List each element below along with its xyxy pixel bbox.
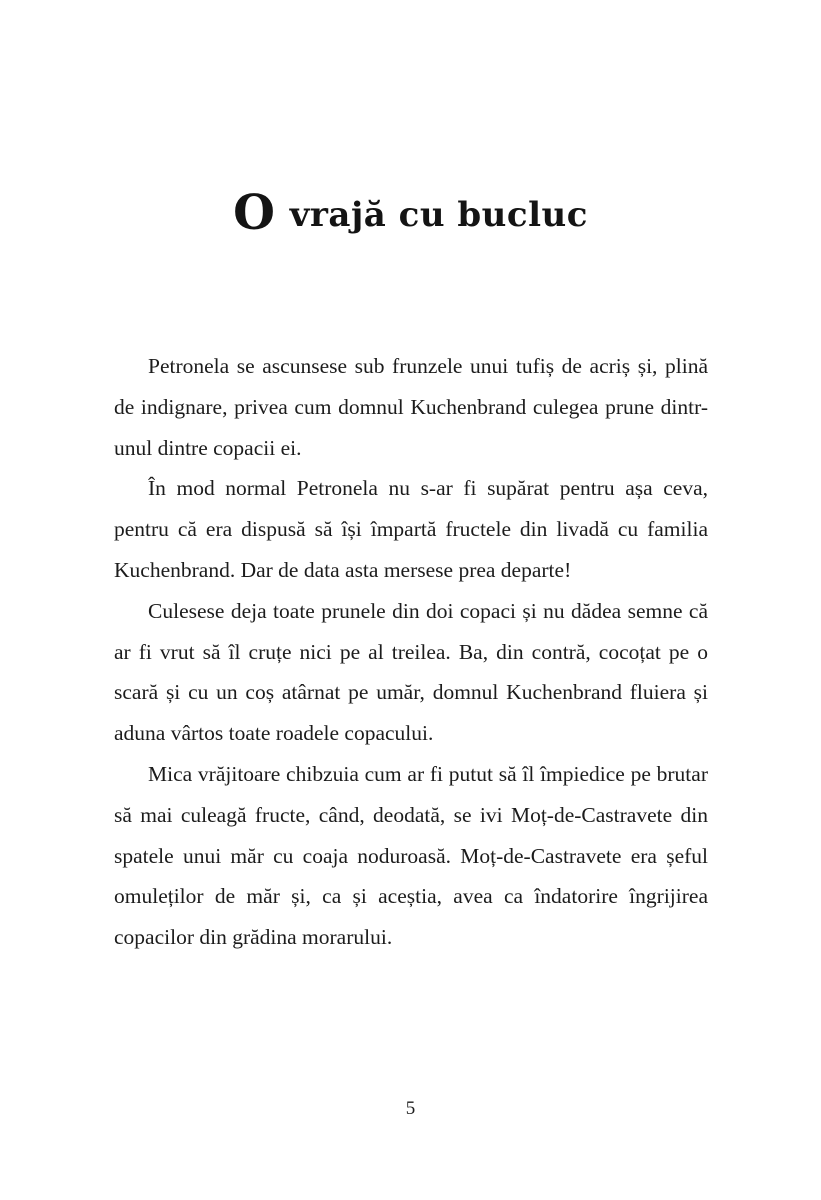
chapter-title-decorative-initial: O (233, 184, 276, 241)
page-number: 5 (405, 1098, 416, 1119)
paragraph-1: Petronela se ascunsese sub frunzele unui tufiș de acriș și, plină de indignare, privea cum domnul Kuchenbrand culegea prune dintr-unul dintre copacii ei. (114, 354, 708, 460)
chapter-title (0, 184, 821, 241)
paragraph-3: Culesese deja toate prunele din doi copaci și nu dădea semne că ar fi vrut să îl cruțe nici pe al treilea. Ba, din contră, cocoțat pe o scară și cu un coș atârnat pe umăr, domnul Kuchenbrand fluiera și aduna vârtos toate roadele copacului. (114, 598, 708, 746)
paragraph-2: În mod normal Petronela nu s-ar fi supărat pentru așa ceva, pentru că era dispusă să își împartă fructele din livadă cu familia Kuchenbrand. Dar de data asta mersese prea departe! (114, 476, 708, 582)
body-text (114, 346, 708, 958)
paragraph-4: Mica vrăjitoare chibzuia cum ar fi putut să îl împiedice pe brutar să mai culeagă fructe, când, deodată, se ivi Moț-de-Castravete din spatele unui măr cu coaja noduroasă. Moț-de-Castravete era șeful omuleților de măr și, ca și aceștia, avea ca îndatorire îngrijirea copacilor din grădina morarului. (114, 761, 708, 950)
chapter-title-text: vrajă cu bucluc (277, 194, 588, 235)
